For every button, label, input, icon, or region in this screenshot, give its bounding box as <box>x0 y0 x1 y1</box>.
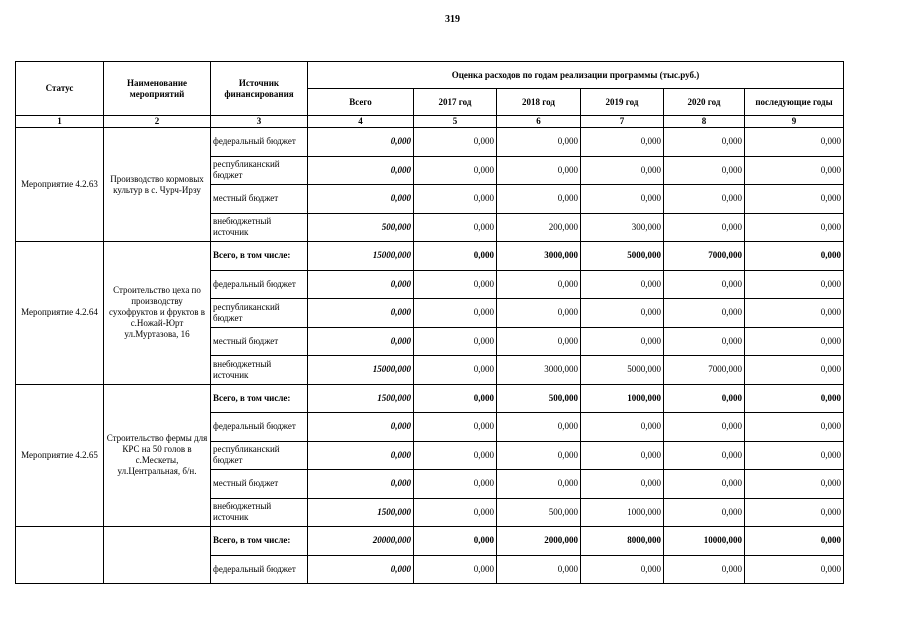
column-number: 3 <box>211 116 308 128</box>
funding-source: внебюджетный источник <box>211 356 308 385</box>
header-2019: 2019 год <box>581 89 664 116</box>
measure-status <box>16 527 104 584</box>
funding-source: республиканский бюджет <box>211 299 308 328</box>
column-number: 6 <box>497 116 581 128</box>
funding-source: внебюджетный источник <box>211 498 308 527</box>
year-value: 0,000 <box>745 156 844 185</box>
header-source: Источник финансирования <box>211 62 308 116</box>
year-value: 0,000 <box>745 128 844 157</box>
year-value: 5000,000 <box>581 356 664 385</box>
budget-table <box>15 61 844 584</box>
measure-name: Производство кормовых культур в с. Чурч-Ирзу <box>104 128 211 242</box>
funding-source: Всего, в том числе: <box>211 527 308 556</box>
year-value: 0,000 <box>497 185 581 214</box>
funding-source: местный бюджет <box>211 185 308 214</box>
header-estimate: Оценка расходов по годам реализации программы (тыс.руб.) <box>308 62 844 89</box>
column-number: 5 <box>414 116 497 128</box>
year-value: 0,000 <box>497 470 581 499</box>
year-value: 300,000 <box>581 213 664 242</box>
year-value: 200,000 <box>497 213 581 242</box>
year-value: 0,000 <box>414 441 497 470</box>
year-value: 0,000 <box>581 185 664 214</box>
total-value: 1500,000 <box>308 384 414 413</box>
column-number: 9 <box>745 116 844 128</box>
year-value: 0,000 <box>497 555 581 584</box>
year-value: 0,000 <box>414 213 497 242</box>
year-value: 0,000 <box>414 242 497 271</box>
year-value: 3000,000 <box>497 356 581 385</box>
year-value: 0,000 <box>745 470 844 499</box>
year-value: 0,000 <box>581 270 664 299</box>
header-total: Всего <box>308 89 414 116</box>
year-value: 0,000 <box>581 413 664 442</box>
year-value: 3000,000 <box>497 242 581 271</box>
column-number: 8 <box>664 116 745 128</box>
year-value: 0,000 <box>497 299 581 328</box>
year-value: 7000,000 <box>664 356 745 385</box>
column-number: 2 <box>104 116 211 128</box>
total-value: 0,000 <box>308 270 414 299</box>
funding-source: местный бюджет <box>211 470 308 499</box>
year-value: 500,000 <box>497 498 581 527</box>
year-value: 0,000 <box>664 384 745 413</box>
total-value: 0,000 <box>308 128 414 157</box>
column-number: 4 <box>308 116 414 128</box>
measure-name <box>104 527 211 584</box>
year-value: 0,000 <box>581 555 664 584</box>
year-value: 0,000 <box>745 185 844 214</box>
header-name: Наименование мероприятий <box>104 62 211 116</box>
year-value: 0,000 <box>664 413 745 442</box>
total-value: 1500,000 <box>308 498 414 527</box>
year-value: 1000,000 <box>581 384 664 413</box>
year-value: 0,000 <box>745 441 844 470</box>
header-2018: 2018 год <box>497 89 581 116</box>
measure-status: Мероприятие 4.2.64 <box>16 242 104 385</box>
funding-source: местный бюджет <box>211 327 308 356</box>
year-value: 0,000 <box>497 413 581 442</box>
year-value: 0,000 <box>664 270 745 299</box>
column-number: 1 <box>16 116 104 128</box>
year-value: 0,000 <box>581 299 664 328</box>
total-value: 0,000 <box>308 441 414 470</box>
year-value: 0,000 <box>745 213 844 242</box>
year-value: 0,000 <box>414 156 497 185</box>
total-value: 0,000 <box>308 555 414 584</box>
year-value: 0,000 <box>414 527 497 556</box>
year-value: 2000,000 <box>497 527 581 556</box>
total-value: 500,000 <box>308 213 414 242</box>
funding-source: республиканский бюджет <box>211 156 308 185</box>
year-value: 0,000 <box>664 156 745 185</box>
year-value: 0,000 <box>414 299 497 328</box>
total-value: 0,000 <box>308 156 414 185</box>
year-value: 0,000 <box>581 128 664 157</box>
year-value: 0,000 <box>745 555 844 584</box>
year-value: 7000,000 <box>664 242 745 271</box>
year-value: 0,000 <box>745 242 844 271</box>
funding-source: федеральный бюджет <box>211 413 308 442</box>
column-number-row <box>16 116 844 128</box>
year-value: 0,000 <box>745 527 844 556</box>
year-value: 0,000 <box>664 470 745 499</box>
measure-name: Строительство фермы для КРС на 50 голов в с.Мескеты, ул.Центральная, б/н. <box>104 384 211 527</box>
table-row <box>16 242 844 271</box>
funding-source: федеральный бюджет <box>211 270 308 299</box>
year-value: 0,000 <box>581 470 664 499</box>
measure-status: Мероприятие 4.2.65 <box>16 384 104 527</box>
year-value: 0,000 <box>581 327 664 356</box>
total-value: 15000,000 <box>308 356 414 385</box>
year-value: 0,000 <box>664 299 745 328</box>
year-value: 5000,000 <box>581 242 664 271</box>
total-value: 0,000 <box>308 470 414 499</box>
total-value: 0,000 <box>308 299 414 328</box>
year-value: 0,000 <box>414 356 497 385</box>
funding-source: федеральный бюджет <box>211 555 308 584</box>
year-value: 0,000 <box>581 441 664 470</box>
year-value: 0,000 <box>414 555 497 584</box>
total-value: 0,000 <box>308 185 414 214</box>
year-value: 0,000 <box>414 128 497 157</box>
year-value: 10000,000 <box>664 527 745 556</box>
total-value: 15000,000 <box>308 242 414 271</box>
year-value: 0,000 <box>414 185 497 214</box>
year-value: 0,000 <box>497 441 581 470</box>
measure-name: Строительство цеха по производству сухофруктов и фруктов в с.Ножай-Юрт ул.Муртазова, 16 <box>104 242 211 385</box>
year-value: 0,000 <box>414 413 497 442</box>
year-value: 0,000 <box>414 327 497 356</box>
funding-source: республиканский бюджет <box>211 441 308 470</box>
year-value: 1000,000 <box>581 498 664 527</box>
funding-source: Всего, в том числе: <box>211 242 308 271</box>
funding-source: Всего, в том числе: <box>211 384 308 413</box>
page-number: 319 <box>445 14 460 25</box>
funding-source: внебюджетный источник <box>211 213 308 242</box>
year-value: 0,000 <box>497 327 581 356</box>
year-value: 0,000 <box>497 156 581 185</box>
measure-status: Мероприятие 4.2.63 <box>16 128 104 242</box>
total-value: 0,000 <box>308 327 414 356</box>
total-value: 20000,000 <box>308 527 414 556</box>
funding-source: федеральный бюджет <box>211 128 308 157</box>
year-value: 0,000 <box>414 384 497 413</box>
year-value: 500,000 <box>497 384 581 413</box>
year-value: 0,000 <box>745 384 844 413</box>
year-value: 0,000 <box>745 498 844 527</box>
year-value: 0,000 <box>414 270 497 299</box>
header-2017: 2017 год <box>414 89 497 116</box>
header-2020: 2020 год <box>664 89 745 116</box>
year-value: 0,000 <box>664 555 745 584</box>
year-value: 0,000 <box>745 299 844 328</box>
year-value: 0,000 <box>745 327 844 356</box>
column-number: 7 <box>581 116 664 128</box>
table-row <box>16 527 844 556</box>
year-value: 0,000 <box>664 185 745 214</box>
table-body <box>16 128 844 584</box>
year-value: 0,000 <box>745 356 844 385</box>
year-value: 0,000 <box>745 270 844 299</box>
year-value: 0,000 <box>497 128 581 157</box>
year-value: 0,000 <box>581 156 664 185</box>
year-value: 0,000 <box>414 498 497 527</box>
year-value: 0,000 <box>664 128 745 157</box>
year-value: 0,000 <box>497 270 581 299</box>
year-value: 0,000 <box>664 213 745 242</box>
year-value: 8000,000 <box>581 527 664 556</box>
year-value: 0,000 <box>745 413 844 442</box>
year-value: 0,000 <box>664 441 745 470</box>
total-value: 0,000 <box>308 413 414 442</box>
table-row <box>16 128 844 157</box>
year-value: 0,000 <box>664 327 745 356</box>
header-later: последующие годы <box>745 89 844 116</box>
header-status: Статус <box>16 62 104 116</box>
year-value: 0,000 <box>664 498 745 527</box>
table-row <box>16 384 844 413</box>
year-value: 0,000 <box>414 470 497 499</box>
